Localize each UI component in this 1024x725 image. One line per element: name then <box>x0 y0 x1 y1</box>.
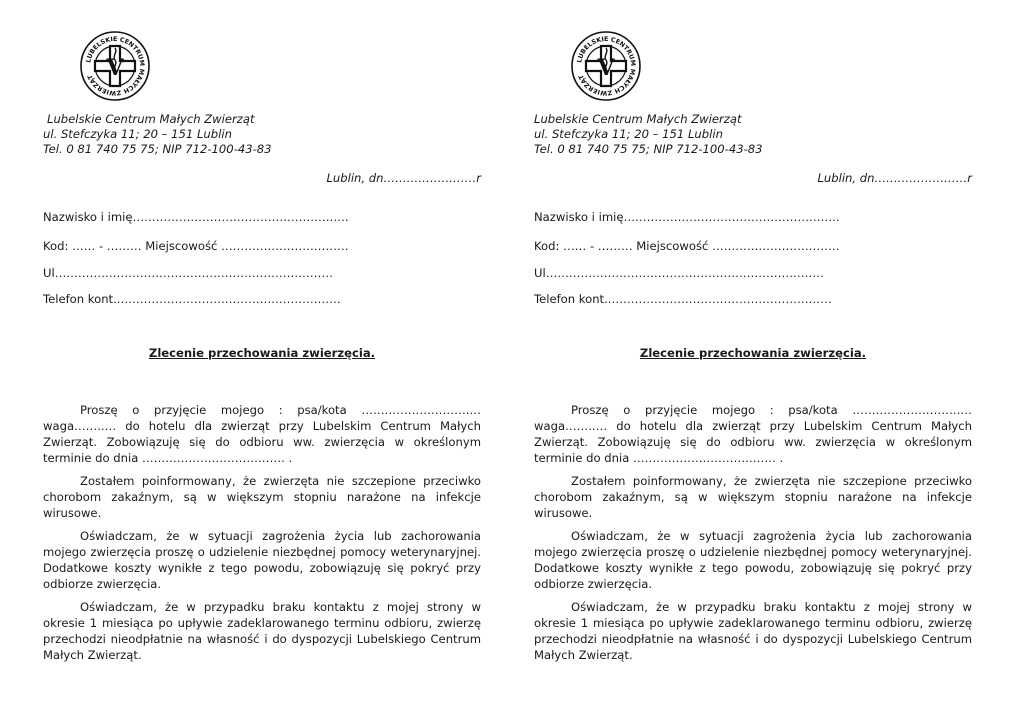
clinic-address: ul. Stefczyka 11; 20 – 151 Lublin <box>534 127 723 141</box>
paragraph-request: Proszę o przyjęcie mojego : psa/kota ……………………….…waga……..… do hotelu dla zwierząt przy Lubelskim Centrum Małych Zwierząt. Zobowiązuję się do odbioru ww. zwierzęcia w określonym terminie do dnia ………………………………. . <box>534 403 972 465</box>
veterinary-cross-icon <box>570 30 642 102</box>
street-field: Ul……………………………………………………………… <box>534 266 824 280</box>
postal-code-city-field: Kod: …… - ……… Miejscowość …………………………… <box>43 239 349 253</box>
document-body <box>43 402 481 670</box>
paragraph-medical-consent: Oświadczam, że w sytuacji zagrożenia życia lub zachorowania mojego zwierzęcia proszę o udzielenie niezbędnej pomocy weterynaryjnej. Dodatkowe koszty wynikłe z tego powodu, zobowiązuję się pokryć przy odbiorze zwierzęcia. <box>43 529 481 591</box>
logo-ring-text: LUBELSKIE CENTRUM MAŁYCH ZWIERZĄT <box>85 35 146 97</box>
postal-code-city-field: Kod: …… - ……… Miejscowość …………………………… <box>534 239 840 253</box>
clinic-logo <box>79 30 151 102</box>
name-field: Nazwisko i imię……………………………………………….. <box>534 210 840 224</box>
clinic-address-block <box>43 112 272 157</box>
form-copy-right <box>534 0 972 725</box>
logo-letter: V <box>106 55 124 81</box>
clinic-name: Lubelskie Centrum Małych Zwierząt <box>534 112 742 126</box>
form-copy-left <box>43 0 481 725</box>
clinic-address-block <box>534 112 763 157</box>
document-title: Zlecenie przechowania zwierzęcia. <box>148 346 376 360</box>
document-title: Zlecenie przechowania zwierzęcia. <box>639 346 867 360</box>
paragraph-request: Proszę o przyjęcie mojego : psa/kota ……………………….…waga……..… do hotelu dla zwierząt przy Lubelskim Centrum Małych Zwierząt. Zobowiązuję się do odbioru ww. zwierzęcia w określonym terminie do dnia ………………………………. . <box>43 403 481 465</box>
date-line: Lublin, dn……………………r <box>817 171 972 185</box>
veterinary-cross-icon <box>79 30 151 102</box>
clinic-phone: Tel. 0 81 740 75 75; NIP 712-100-43-83 <box>43 142 272 156</box>
name-field: Nazwisko i imię……………………………………………….. <box>43 210 349 224</box>
street-field: Ul……………………………………………………………… <box>43 266 333 280</box>
clinic-logo <box>570 30 642 102</box>
paragraph-medical-consent: Oświadczam, że w sytuacji zagrożenia życia lub zachorowania mojego zwierzęcia proszę o udzielenie niezbędnej pomocy weterynaryjnej. Dodatkowe koszty wynikłe z tego powodu, zobowiązuję się pokryć przy odbiorze zwierzęcia. <box>534 529 972 591</box>
paragraph-vaccination-notice: Zostałem poinformowany, że zwierzęta nie szczepione przeciwko chorobom zakaźnym, są w większym stopniu narażone na infekcje wirusowe. <box>43 474 481 520</box>
contact-phone-field: Telefon kont..………………………………………………… <box>534 292 832 306</box>
contact-phone-field: Telefon kont..………………………………………………… <box>43 292 341 306</box>
clinic-name: Lubelskie Centrum Małych Zwierząt <box>47 112 255 126</box>
document-body <box>534 402 972 670</box>
paragraph-abandonment-clause: Oświadczam, że w przypadku braku kontaktu z mojej strony w okresie 1 miesiąca po upływie zadeklarowanego terminu odbioru, zwierzę przechodzi nieodpłatnie na własność i do dyspozycji Lubelskiego Centrum Małych Zwierząt. <box>43 600 481 662</box>
paragraph-abandonment-clause: Oświadczam, że w przypadku braku kontaktu z mojej strony w okresie 1 miesiąca po upływie zadeklarowanego terminu odbioru, zwierzę przechodzi nieodpłatnie na własność i do dyspozycji Lubelskiego Centrum Małych Zwierząt. <box>534 600 972 662</box>
date-line: Lublin, dn……………………r <box>326 171 481 185</box>
clinic-address: ul. Stefczyka 11; 20 – 151 Lublin <box>43 127 232 141</box>
logo-letter: V <box>597 55 615 81</box>
paragraph-vaccination-notice: Zostałem poinformowany, że zwierzęta nie szczepione przeciwko chorobom zakaźnym, są w większym stopniu narażone na infekcje wirusowe. <box>534 474 972 520</box>
logo-ring-text: LUBELSKIE CENTRUM MAŁYCH ZWIERZĄT <box>576 35 637 97</box>
clinic-phone: Tel. 0 81 740 75 75; NIP 712-100-43-83 <box>534 142 763 156</box>
